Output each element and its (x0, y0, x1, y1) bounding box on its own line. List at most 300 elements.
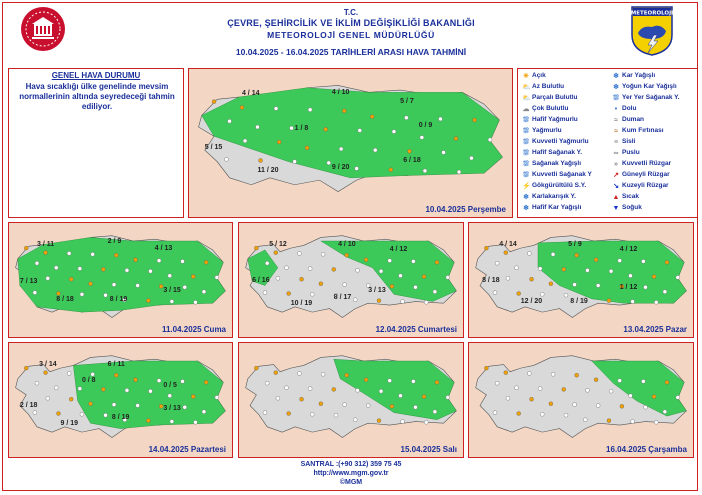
legend-label: Soğuk (622, 204, 642, 211)
weather-icon (168, 394, 172, 398)
weather-icon (530, 397, 534, 401)
forecast-map-1 (188, 68, 513, 218)
temperature-label: 2 / 18 (19, 401, 38, 409)
weather-icon (663, 290, 667, 294)
legend-item (612, 160, 671, 169)
weather-icon (583, 418, 587, 422)
general-weather-title: GENEL HAVA DURUMU (51, 71, 141, 80)
weather-icon (538, 387, 542, 391)
temperature-label: 6 / 18 (403, 157, 421, 165)
snow-icon: ❄ (613, 73, 619, 80)
weather-icon (300, 397, 304, 401)
weather-icon (191, 395, 195, 399)
weather-icon (493, 411, 497, 415)
temperature-label: 5 / 9 (568, 241, 582, 248)
weather-icon (33, 411, 37, 415)
legend-item (612, 83, 677, 92)
weather-icon (665, 380, 669, 384)
weather-icon (433, 410, 437, 414)
weather-icon (183, 285, 187, 289)
weather-icon (67, 251, 71, 255)
weather-icon (265, 381, 269, 385)
weather-icon (353, 418, 357, 422)
temperature-label: 4 / 13 (154, 244, 173, 252)
turkey-map (469, 343, 693, 457)
legend-label: Sıcak (622, 193, 639, 200)
weather-icon (308, 387, 312, 391)
weather-icon (136, 404, 140, 408)
weather-icon (277, 140, 281, 144)
map-date-label: 16.04.2025 Çarşamba (606, 445, 687, 454)
fog-icon: ≡ (613, 139, 619, 146)
forecast-map-4 (468, 222, 694, 338)
weather-icon (407, 149, 411, 153)
weather-icon (112, 283, 116, 287)
temperature-label: 3 / 13 (368, 287, 386, 295)
weather-icon (392, 130, 396, 134)
turkey-map (189, 69, 512, 217)
weather-icon (276, 396, 280, 400)
temperature-label: 0 / 8 (81, 377, 96, 385)
weather-icon (413, 285, 417, 289)
weather-icon (44, 251, 48, 255)
map-date-label: 13.04.2025 Pazar (623, 325, 687, 334)
weather-icon (243, 139, 247, 143)
weather-icon (202, 410, 206, 414)
legend-item (522, 160, 581, 169)
legend-label: Hafif Sağanak Y. (532, 149, 583, 156)
sandstorm-icon: ≈ (614, 128, 618, 135)
legend-label: Yağmurlu (532, 127, 562, 134)
weather-icon (435, 260, 439, 264)
legend-item (612, 138, 635, 147)
strong-wind-icon: » (614, 161, 618, 168)
weather-icon (215, 395, 219, 399)
temperature-label: 6 / 16 (252, 276, 270, 284)
weather-icon (181, 259, 185, 263)
weather-icon (24, 366, 28, 370)
mgm-logo-text: METEOROLOJI (630, 10, 674, 17)
weather-icon (343, 403, 347, 407)
footer (0, 460, 702, 487)
weather-icon (488, 138, 492, 142)
weather-icon (101, 267, 105, 271)
weather-icon (377, 299, 381, 303)
legend-item (522, 171, 592, 180)
weather-icon (628, 274, 632, 278)
weather-icon (67, 371, 71, 375)
forecast-map-3 (238, 222, 464, 338)
temperature-label: 3 / 15 (163, 287, 181, 295)
precipitation-area (73, 361, 225, 429)
legend-item (612, 193, 639, 202)
legend-label: Güneyli Rüzgar (622, 171, 670, 178)
temperature-label: 10 / 19 (290, 299, 313, 307)
legend-item (522, 127, 562, 136)
weather-icon (549, 282, 553, 286)
temperature-label: 2 / 9 (107, 238, 122, 246)
weather-icon (125, 268, 129, 272)
weather-icon (423, 169, 427, 173)
weather-icon (114, 373, 118, 377)
weather-icon (594, 258, 598, 262)
weather-icon (148, 389, 152, 393)
weather-icon (146, 299, 150, 303)
weather-icon (170, 420, 174, 424)
weather-icon (91, 252, 95, 256)
map-date-label: 12.04.2025 Cumartesi (375, 325, 457, 334)
legend-label: Dolu (622, 105, 637, 112)
footer-url[interactable]: http://www.mgm.gov.tr (313, 470, 389, 477)
legend-label: Çok Bulutlu (532, 105, 569, 112)
temperature-label: 3 / 14 (39, 361, 57, 368)
weather-icon (69, 397, 73, 401)
weather-icon (46, 396, 50, 400)
weather-icon (517, 292, 521, 296)
shower-icon: ⛆ (523, 161, 529, 168)
weather-icon (80, 412, 84, 416)
weather-icon (170, 300, 174, 304)
weather-icon (168, 274, 172, 278)
weather-icon (358, 128, 362, 132)
weather-icon (91, 372, 95, 376)
weather-icon (379, 269, 383, 273)
temperature-label: 11 / 20 (257, 167, 279, 175)
map-date-label: 10.04.2025 Perşembe (425, 205, 506, 214)
weather-icon (504, 251, 508, 255)
weather-icon (411, 379, 415, 383)
weather-icon (564, 413, 568, 417)
weather-icon (390, 284, 394, 288)
legend-label: Duman (622, 116, 645, 123)
sun-cloud-icon: ⛅ (522, 84, 531, 91)
weather-icon (35, 261, 39, 265)
weather-icon (24, 246, 28, 250)
temperature-label: 5 / 12 (269, 241, 287, 248)
weather-icon (287, 412, 291, 416)
weather-icon (596, 404, 600, 408)
weather-icon (56, 412, 60, 416)
weather-icon (274, 107, 278, 111)
weather-icon (54, 386, 58, 390)
weather-icon (506, 396, 510, 400)
weather-icon (540, 412, 544, 416)
weather-icon (607, 299, 611, 303)
weather-icon (364, 258, 368, 262)
weather-icon (484, 246, 488, 250)
hail-icon: • (614, 106, 618, 113)
weather-icon (193, 300, 197, 304)
legend-item (612, 127, 664, 136)
legend-label: Gökgürültülü S.Y. (532, 182, 587, 189)
partly-cloudy-icon: ⛅ (522, 95, 531, 102)
light-shower-icon: ⛆ (523, 150, 529, 157)
weather-icon (343, 283, 347, 287)
weather-icon (287, 292, 291, 296)
weather-icon (78, 387, 82, 391)
weather-icon (297, 251, 301, 255)
weather-icon (442, 150, 446, 154)
weather-icon (575, 373, 579, 377)
weather-icon (652, 275, 656, 279)
header-forecast-range: 10.04.2025 - 16.04.2025 TARİHLERİ ARASI HAVA TAHMİNİ (235, 47, 467, 57)
weather-icon (438, 117, 442, 121)
weather-icon (44, 371, 48, 375)
temperature-label: 0 / 9 (418, 122, 433, 130)
weather-icon (469, 156, 473, 160)
temperature-label: 4 / 12 (389, 246, 408, 254)
legend-item (522, 149, 582, 158)
weather-icon (319, 402, 323, 406)
weather-icon (321, 372, 325, 376)
legend-label: Kuvvetli Yağmurlu (532, 138, 589, 145)
general-weather-box (8, 68, 184, 218)
weather-icon (46, 276, 50, 280)
weather-icon (676, 275, 680, 279)
weather-icon (401, 300, 405, 304)
weather-icon (157, 379, 161, 383)
weather-icon (643, 405, 647, 409)
weather-icon (240, 105, 244, 109)
forecast-map-5 (8, 342, 233, 458)
weather-icon (504, 371, 508, 375)
weather-icon (379, 389, 383, 393)
forecast-map-2 (8, 222, 233, 338)
legend-label: Parçalı Bulutlu (532, 94, 578, 101)
weather-icon (609, 389, 613, 393)
legend-item (522, 138, 589, 147)
heavy-rain-icon: ⛆ (523, 139, 529, 146)
weather-icon (89, 402, 93, 406)
weather-icon (573, 403, 577, 407)
legend-item (612, 149, 640, 158)
weather-icon (136, 284, 140, 288)
temperature-label: 9 / 20 (331, 163, 350, 171)
weather-icon (284, 386, 288, 390)
legend-label: Kar Yağışlı (622, 72, 656, 79)
temperature-label: 8 / 19 (570, 297, 588, 305)
legend-label: Hafif Yağmurlu (532, 116, 578, 123)
heavy-snow-icon: ❄ (613, 84, 619, 91)
weather-icon (263, 291, 267, 295)
weather-icon (514, 386, 518, 390)
weather-icon (274, 371, 278, 375)
weather-icon (284, 266, 288, 270)
weather-icon (506, 276, 510, 280)
forecast-map-7 (468, 342, 694, 458)
map-date-label: 14.04.2025 Pazartesi (148, 445, 226, 454)
legend-label: Yer Yer Sağanak Y. (622, 94, 680, 101)
weather-icon (310, 412, 314, 416)
weather-icon (618, 379, 622, 383)
weather-icon (413, 405, 417, 409)
weather-icon (276, 276, 280, 280)
weather-icon (212, 100, 216, 104)
map-date-label: 15.04.2025 Salı (400, 445, 457, 454)
weather-icon (89, 282, 93, 286)
general-weather-text: Hava sıcaklığı ülke genelinde mevsim normallerinin altında seyredeceği tahmin ediliyor. (19, 82, 175, 111)
weather-icon (573, 283, 577, 287)
weather-icon (641, 259, 645, 263)
weather-icon (353, 298, 357, 302)
weather-icon (54, 266, 58, 270)
sun-icon: ☀ (522, 73, 530, 80)
weather-icon (112, 403, 116, 407)
legend-item (522, 105, 568, 114)
weather-icon (193, 420, 197, 424)
weather-icon (345, 253, 349, 257)
legend-item (612, 116, 644, 125)
legend-label: Karlakarışık Y. (532, 193, 576, 200)
weather-icon (517, 412, 521, 416)
smoke-icon: ≈ (614, 117, 618, 124)
temperature-label: 4 / 14 (499, 241, 517, 248)
weather-icon (293, 160, 297, 164)
weather-icon (355, 167, 359, 171)
weather-icon (254, 246, 258, 250)
weather-icon (446, 275, 450, 279)
weather-icon (665, 260, 669, 264)
weather-icon (540, 292, 544, 296)
weather-icon (224, 157, 228, 161)
temperature-label: 8 / 18 (56, 296, 74, 304)
temperature-label: 5 / 15 (204, 144, 223, 152)
temperature-label: 4 / 10 (338, 241, 356, 248)
weather-icon (618, 259, 622, 263)
weather-icon (334, 413, 338, 417)
weather-icon (355, 388, 359, 392)
weather-icon (495, 261, 499, 265)
weather-icon (631, 420, 635, 424)
hot-icon: ▲ (612, 194, 620, 201)
weather-icon (297, 371, 301, 375)
temperature-label: 4 / 10 (331, 88, 350, 96)
weather-icon (255, 125, 259, 129)
legend-item (612, 182, 669, 191)
weather-icon (585, 388, 589, 392)
legend-item (612, 105, 636, 114)
weather-icon (562, 387, 566, 391)
legend-label: Yoğun Kar Yağışlı (622, 83, 677, 90)
weather-icon (215, 275, 219, 279)
legend-label: Sağanak Yağışlı (532, 160, 582, 167)
light-snow-icon: ❄ (523, 205, 529, 212)
weather-icon (527, 251, 531, 255)
header-directorate: METEOROLOJİ GENEL MÜDÜRLÜĞÜ (267, 30, 435, 40)
weather-icon (33, 291, 37, 295)
weather-icon (259, 159, 263, 163)
weather-icon (263, 411, 267, 415)
weather-icon (35, 381, 39, 385)
legend-item (522, 204, 581, 213)
legend-item (612, 72, 655, 81)
weather-icon (274, 251, 278, 255)
temperature-label: 8 / 18 (482, 276, 500, 284)
legend-label: Kuvvetli Sağanak Y (532, 171, 592, 178)
legend (517, 68, 698, 218)
south-wind-icon: ↗ (613, 172, 619, 179)
temperature-label: 8 / 19 (111, 414, 130, 422)
temperature-label: 1 / 8 (294, 124, 309, 132)
temperature-label: 4 / 12 (619, 246, 638, 254)
weather-icon (183, 405, 187, 409)
weather-icon (435, 380, 439, 384)
rain-icon: ⛆ (523, 128, 529, 135)
weather-icon (125, 388, 129, 392)
weather-icon (332, 267, 336, 271)
weather-icon (422, 275, 426, 279)
weather-icon (641, 379, 645, 383)
weather-icon (191, 275, 195, 279)
weather-icon (319, 282, 323, 286)
legend-label: Az Bulutlu (532, 83, 565, 90)
weather-icon (327, 161, 331, 165)
weather-icon (495, 381, 499, 385)
weather-icon (422, 395, 426, 399)
temperature-label: 5 / 7 (400, 98, 414, 106)
weather-icon (104, 413, 108, 417)
legend-label: Hafif Kar Yağışlı (532, 204, 582, 211)
weather-icon (390, 404, 394, 408)
legend-label: Sisli (622, 138, 636, 145)
weather-icon (514, 266, 518, 270)
legend-item (522, 116, 578, 125)
weather-icon (654, 300, 658, 304)
weather-icon (157, 259, 161, 263)
north-wind-icon: ↘ (613, 183, 619, 190)
weather-icon (265, 261, 269, 265)
temperature-label: 3 / 13 (163, 405, 181, 413)
weather-icon (339, 147, 343, 151)
weather-icon (308, 267, 312, 271)
weather-icon (366, 404, 370, 408)
weather-icon (342, 109, 346, 113)
legend-label: Kum Fırtınası (622, 127, 664, 134)
legend-item (612, 171, 670, 180)
weather-icon (370, 115, 374, 119)
weather-icon (345, 373, 349, 377)
weather-icon (551, 372, 555, 376)
weather-icon (308, 108, 312, 112)
weather-icon (388, 259, 392, 263)
weather-icon (628, 394, 632, 398)
footer-phone: SANTRAL :(+90 312) 359 75 45 (300, 461, 402, 468)
weather-icon (652, 395, 656, 399)
weather-icon (204, 380, 208, 384)
haze-icon: ∞ (613, 150, 619, 157)
temperature-label: 7 / 13 (19, 278, 38, 286)
weather-icon (181, 379, 185, 383)
temperature-label: 8 / 19 (109, 296, 128, 304)
temperature-label: 4 / 14 (241, 90, 260, 98)
weather-icon (56, 292, 60, 296)
turkey-map (239, 343, 463, 457)
weather-icon (148, 269, 152, 273)
weather-icon (388, 379, 392, 383)
map-date-label: 11.04.2025 Cuma (161, 325, 226, 334)
weather-icon (305, 146, 309, 150)
weather-icon (104, 293, 108, 297)
weather-icon (549, 402, 553, 406)
weather-icon (446, 395, 450, 399)
weather-icon (607, 419, 611, 423)
weather-icon (364, 378, 368, 382)
legend-item (522, 72, 546, 81)
weather-icon (324, 127, 328, 131)
weather-icon (373, 148, 377, 152)
legend-label: Kuvvetli Rüzgar (622, 160, 672, 167)
weather-icon (133, 258, 137, 262)
